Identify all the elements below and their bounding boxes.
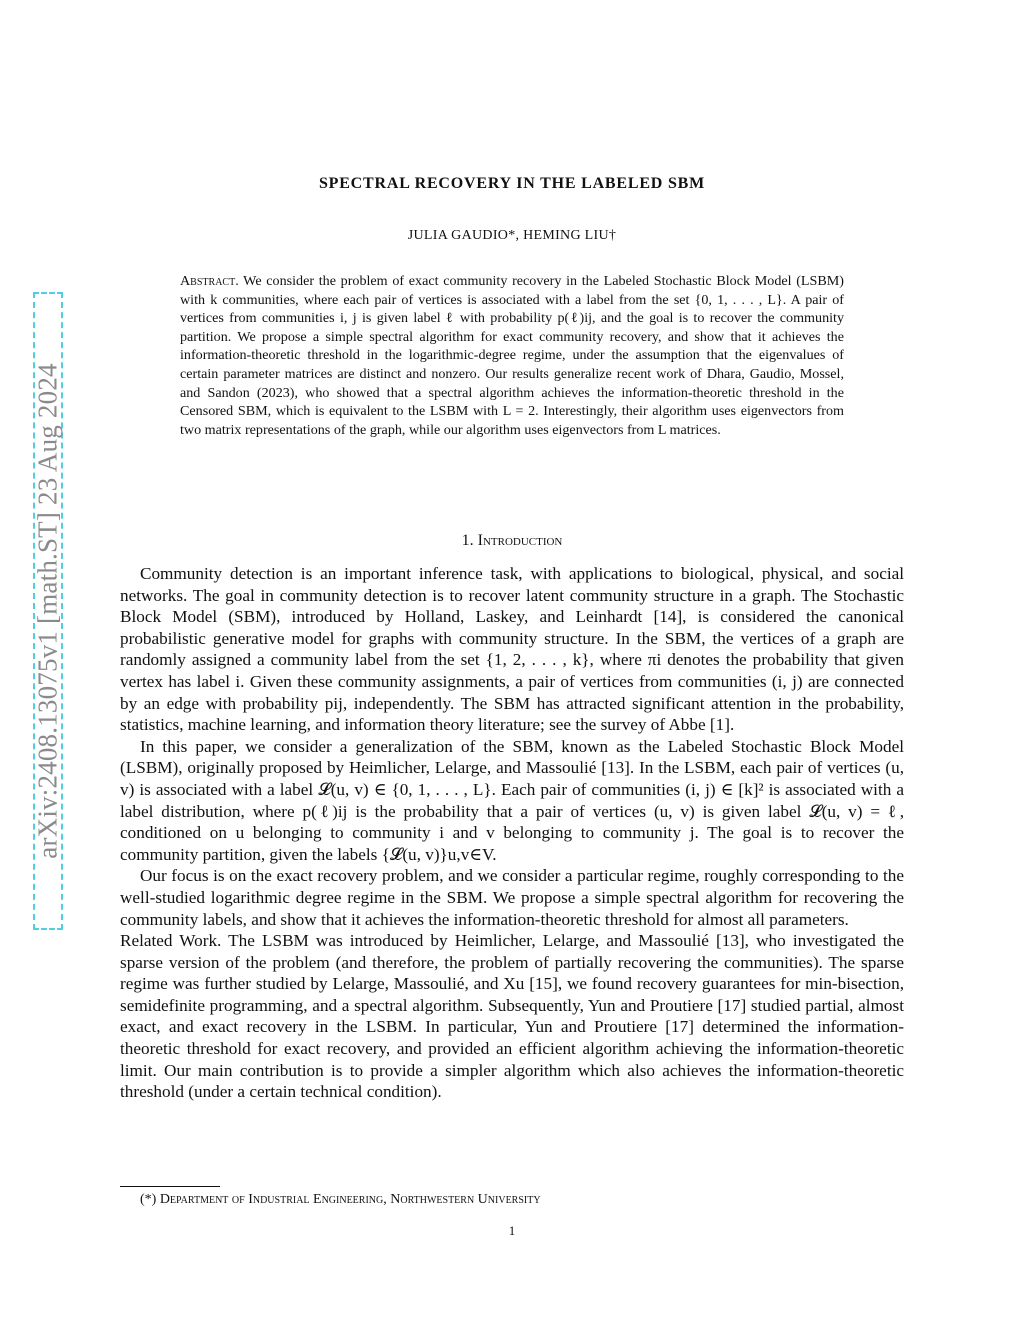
footnote: (*) Department of Industrial Engineering, Northwestern University xyxy=(140,1192,541,1207)
paragraph-lsbm: In this paper, we consider a generalization of the SBM, known as the Labeled Stochastic Block Model (LSBM), originally proposed by Heimlicher, Lelarge, and Massoulié [13]. In the LSBM, each pair of vertices (u, v) is associated with a label 𝓛(u, v) ∈ {0, 1, . . . , L}. Each pair of communities (i, j) ∈ [k]² is associated with a label distribution, where p(ℓ)ij is the probability that a pair of vertices (u, v) is given label 𝓛(u, v) = ℓ, conditioned on u belonging to community i and v belonging to community j. The goal is to recover the community partition, given the labels {𝓛(u, v)}u,v∈V. xyxy=(120,736,904,864)
arxiv-stamp-text: arXiv:2408.13075v1 [math.ST] 23 Aug 2024 xyxy=(32,363,63,859)
arxiv-stamp xyxy=(33,292,63,930)
section-heading: 1. Introduction xyxy=(461,532,563,549)
paragraph-related-work: Related Work. The LSBM was introduced by Heimlicher, Lelarge, and Massoulié [13], who investigated the sparse version of the problem (and therefore, the problem of partially recovering the communities). The sparse regime was further studied by Lelarge, Massoulié, and Xu [15], we found recovery guarantees for min-bisection, semidefinite programming, and a spectral algorithm. Subsequently, Yun and Proutiere [17] studied partial, almost exact, and exact recovery in the LSBM. In particular, Yun and Proutiere [17] determined the information-theoretic threshold for exact recovery, and provided an efficient algorithm achieving the information-theoretic limit. Our main contribution is to provide a simpler algorithm which also achieves the information-theoretic threshold (under a certain technical condition). xyxy=(120,931,904,1102)
abstract xyxy=(180,272,844,439)
paper-authors: JULIA GAUDIO*, HEMING LIU† xyxy=(407,228,617,243)
abstract-text: We consider the problem of exact community recovery in the Labeled Stochastic Block Model (LSBM) with k communities, where each pair of vertices is associated with a label from the set {0, 1, . . . , L}. A pair of vertices from communities i, j is given label ℓ with probability p(ℓ)ij, and the goal is to recover the community partition. We propose a simple spectral algorithm for exact community recovery, and show that it achieves the information-theoretic threshold in the logarithmic-degree regime, under the assumption that the eigenvalues of certain parameter matrices are distinct and nonzero. Our results generalize recent work of Dhara, Gaudio, Mossel, and Sandon (2023), who showed that a spectral algorithm achieves the information-theoretic threshold in the Censored SBM, which is equivalent to the LSBM with L = 2. Interestingly, their algorithm uses eigenvectors from two matrix representations of the graph, while our algorithm uses eigenvectors from L matrices. xyxy=(180,273,844,438)
page-number: 1 xyxy=(508,1223,516,1238)
paper-title: SPECTRAL RECOVERY IN THE LABELED SBM xyxy=(318,175,706,192)
footnote-rule xyxy=(120,1186,220,1187)
paragraph-intro: Community detection is an important inference task, with applications to biological, physical, and social networks. The goal in community detection is to recover latent community structure in a graph. The Stochastic Block Model (SBM), introduced by Holland, Laskey, and Leinhardt [14], is considered the canonical probabilistic generative model for graphs with community structure. In the SBM, the vertices of a graph are randomly assigned a community label from the set {1, 2, . . . , k}, where πi denotes the probability that given vertex has label i. Given these community assignments, a pair of vertices from communities (i, j) are connected by an edge with probability pij, independently. The SBM has attracted significant attention in the probability, statistics, machine learning, and information theory literature; see the survey of Abbe [1]. xyxy=(120,564,904,735)
abstract-label: Abstract. xyxy=(180,273,239,289)
paragraph-focus: Our focus is on the exact recovery problem, and we consider a particular regime, roughly corresponding to the well-studied logarithmic degree regime in the SBM. We propose a simple spectral algorithm for recovering the community labels, and show that it achieves the information-theoretic threshold for almost all parameters. xyxy=(120,866,904,929)
section-body xyxy=(120,563,904,1103)
